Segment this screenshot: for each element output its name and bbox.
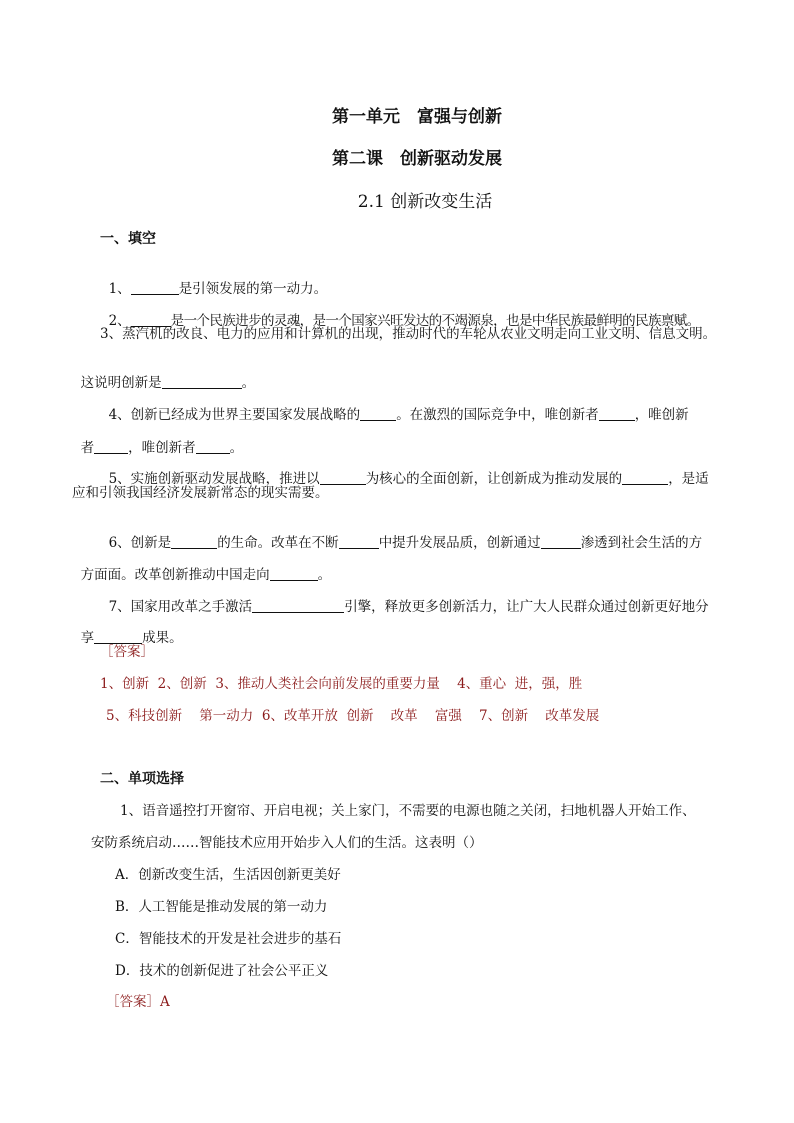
blank	[171, 534, 217, 549]
q4-text-f: 。	[229, 440, 244, 456]
q7-text-b: 引擎，释放更多创新活力，让广大人民群众通过创新更好地分	[344, 599, 709, 615]
option-a: A．创新改变生活，生活因创新更美好	[115, 867, 341, 883]
option-c: C．智能技术的开发是社会进步的基石	[115, 931, 342, 947]
q4-text-e: ，唯创新者	[128, 440, 196, 456]
q7-text-a: 7、国家用改革之手激活	[108, 599, 253, 615]
fill-blank-heading: 一、填空	[100, 231, 156, 247]
q7-text-c: 享	[80, 630, 95, 646]
fill-q7-line1	[100, 580, 709, 616]
fill-q3-line2	[72, 356, 255, 392]
q6-text-f: 。	[317, 567, 332, 583]
fill-q3-line1: 3、蒸汽机的改良、电力的应用和计算机的出现，推动时代的车轮从农业文明走向工业文明、信息文明。	[100, 326, 717, 342]
q5-text-b: 为核心的全面创新，让创新成为推动发展的	[365, 471, 623, 487]
answer-label: ［答案］	[100, 644, 154, 660]
choice-q1-line2: 安防系统启动……智能技术应用开始步入人们的生活。这表明（）	[91, 835, 483, 851]
q5-text-c: ，是适	[668, 471, 709, 487]
fill-q7-line2	[72, 611, 183, 647]
choice-q1-line1: 1、语音遥控打开窗帘、开启电视；关上家门，不需要的电源也随之关闭，扫地机器人开始工作、	[120, 803, 696, 819]
choice-answer: ［答案］A	[106, 994, 170, 1010]
q6-text-d: 渗透到社会生活的方	[580, 535, 703, 551]
fill-q5-line2: 应和引领我国经济发展新常态的现实需要。	[72, 485, 329, 501]
lesson-title: 第二课 创新驱动发展	[332, 149, 502, 169]
q4-text-c: ，唯创新	[634, 407, 689, 423]
q4-text-d: 者	[80, 440, 95, 456]
fill-q6-line1	[100, 516, 702, 552]
blank	[94, 629, 142, 644]
single-choice-heading: 二、单项选择	[100, 771, 184, 787]
q4-text-b: 。在激烈的国际竞争中，唯创新者	[396, 407, 599, 423]
blank	[360, 406, 396, 421]
blank	[270, 566, 318, 581]
blank	[622, 470, 668, 485]
q6-text-e: 方面面。改革创新推动中国走向	[80, 567, 270, 583]
blank	[339, 534, 379, 549]
option-b: B．人工智能是推动发展的第一动力	[115, 899, 328, 915]
q4-text-a: 4、创新已经成为世界主要国家发展战略的	[108, 407, 361, 423]
q5-text-a: 5、实施创新驱动发展战略，推进以	[108, 471, 320, 487]
fill-q1	[100, 262, 327, 298]
fill-q4-line1	[100, 388, 689, 424]
q1-text: 是引领发展的第一动力。	[178, 281, 328, 297]
section-title: 2.1 创新改变生活	[357, 192, 493, 212]
answer-line-2: 5、科技创新 第一动力 6、改革开放 创新 改革 富强 7、创新 改革发展	[106, 708, 600, 724]
blank	[131, 280, 179, 295]
blank	[320, 470, 366, 485]
fill-q5-line1	[100, 452, 709, 488]
q6-text-a: 6、创新是	[108, 535, 172, 551]
blank	[252, 598, 344, 613]
q3-text: 这说明创新是	[80, 375, 162, 391]
option-d: D．技术的创新促进了社会公平正义	[115, 963, 329, 979]
q3-end: 。	[241, 375, 256, 391]
blank	[541, 534, 581, 549]
q7-text-d: 成果。	[142, 630, 183, 646]
fill-q6-line2	[72, 548, 331, 584]
blank	[599, 406, 635, 421]
q6-text-c: 中提升发展品质，创新通过	[378, 535, 541, 551]
answer-line-1: 1、创新 2、创新 3、推动人类社会向前发展的重要力量 4、重心 进，强，胜	[100, 676, 583, 692]
blank	[162, 374, 242, 389]
q2-text: 是一个民族进步的灵魂，是一个国家兴旺发达的不竭源泉，也是中华民族最鲜明的民族禀赋。	[170, 313, 700, 329]
q6-text-b: 的生命。改革在不断	[217, 535, 339, 551]
q1-num: 1、	[108, 281, 131, 297]
unit-title: 第一单元 富强与创新	[332, 107, 502, 127]
q2-num: 2、	[108, 313, 131, 329]
